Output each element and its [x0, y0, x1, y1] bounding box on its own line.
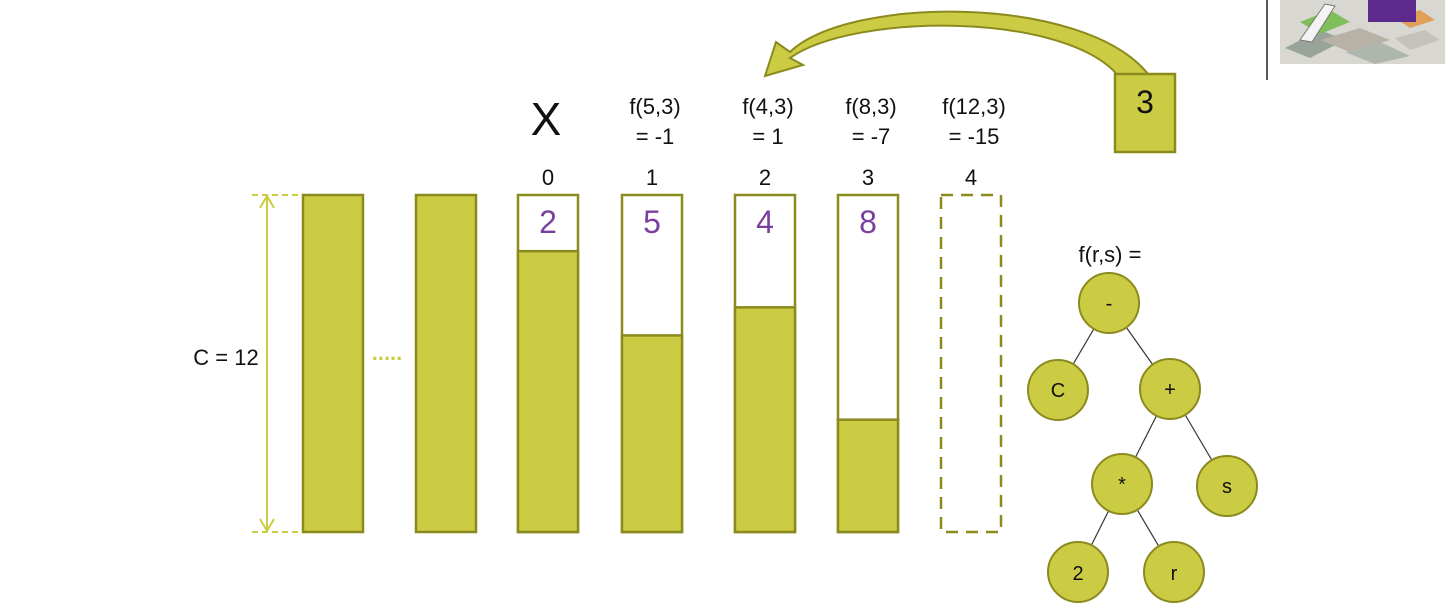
expression-tree [1028, 242, 1257, 602]
capacity-marker [193, 195, 302, 532]
tree-node-s [1197, 456, 1257, 516]
bin-index: 4 [964, 165, 978, 190]
tree-node-times [1092, 454, 1152, 514]
full-bin [303, 195, 363, 532]
bin-used-fill [622, 335, 682, 532]
bin-used-fill [735, 307, 795, 532]
bin-formula-result: = -7 [851, 124, 891, 149]
tree-node-plus [1140, 359, 1200, 419]
bin-used-fill [518, 251, 578, 532]
tree-node-minus [1079, 273, 1139, 333]
svg-text:2: 2 [1072, 563, 1084, 585]
bin-formula: f(12,3) [942, 94, 1006, 119]
bin-0 [518, 165, 578, 532]
bin-2 [735, 94, 795, 532]
tree-title: f(r,s) = [1078, 242, 1142, 267]
incoming-item-label: 3 [1136, 84, 1154, 120]
bin-index: 3 [861, 165, 875, 190]
svg-text:r: r [1170, 563, 1178, 585]
bin-4 [941, 94, 1006, 532]
capacity-label: C = 12 [193, 345, 259, 370]
bin-item-size: 5 [643, 204, 661, 240]
tree-node-two [1048, 542, 1108, 602]
bin-item-size: 8 [859, 204, 877, 240]
svg-text:C: C [1050, 380, 1066, 402]
svg-text:-: - [1105, 293, 1113, 315]
curved-arrow-icon [765, 12, 1148, 78]
bin-formula-result: = -1 [635, 124, 675, 149]
svg-text:+: + [1164, 379, 1176, 401]
indexed-bins [518, 94, 1006, 532]
bin-index: 0 [541, 165, 555, 190]
tree-node-c [1028, 360, 1088, 420]
empty-bin-outline [941, 195, 1001, 532]
bin-formula-result: = 1 [752, 124, 784, 149]
bin-1 [622, 94, 682, 532]
bin-item-size: 2 [539, 204, 557, 240]
incoming-item-box [1115, 74, 1175, 152]
bin-formula: f(5,3) [629, 94, 681, 119]
bin-index: 2 [758, 165, 772, 190]
ellipsis: ..... [371, 340, 403, 365]
tree-node-r [1144, 542, 1204, 602]
full-bin [416, 195, 476, 532]
bin-formula-result: = -15 [948, 124, 1000, 149]
svg-text:*: * [1118, 474, 1126, 496]
bin-formula: f(8,3) [845, 94, 897, 119]
thumbnail-image [1267, 0, 1445, 80]
bin-index: 1 [645, 165, 659, 190]
bin-3 [838, 94, 898, 532]
svg-text:s: s [1222, 476, 1232, 498]
bin-used-fill [838, 420, 898, 532]
bin-item-size: 4 [756, 204, 774, 240]
x-label: X [530, 93, 562, 145]
bin-formula: f(4,3) [742, 94, 794, 119]
